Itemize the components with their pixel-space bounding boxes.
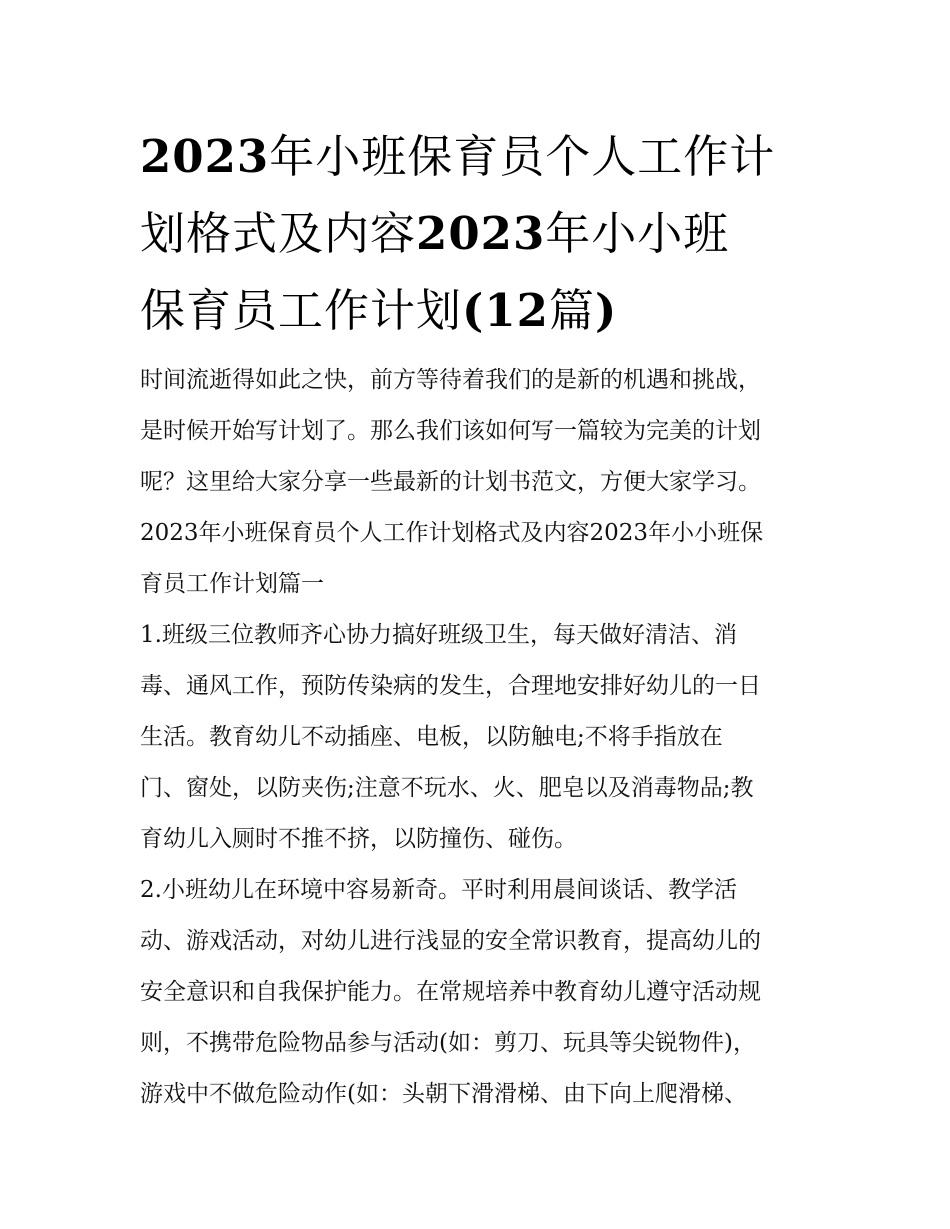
title-line: 保育员工作计划(12篇): [140, 284, 618, 337]
paragraph-line: 安全意识和自我保护能力。在常规培养中教育幼儿遵守活动规: [140, 979, 761, 1005]
title-line: 2023年小班保育员个人工作计: [140, 130, 776, 183]
paragraph-line: 毒、通风工作，预防传染病的发生，合理地安排好幼儿的一日: [140, 673, 761, 699]
title-number: ): [594, 284, 618, 337]
document-content: [140, 118, 812, 1120]
paragraph-line: 游戏中不做危险动作(如：头朝下滑滑梯、由下向上爬滑梯、: [140, 1081, 747, 1107]
paragraph-line: 时间流逝得如此之快，前方等待着我们的是新的机遇和挑战，: [140, 367, 761, 393]
paragraph-line: 动、游戏活动，对幼儿进行浅显的安全常识教育，提高幼儿的: [140, 928, 761, 954]
paragraph-line: 1.班级三位教师齐心协力搞好班级卫生，每天做好清洁、消: [140, 622, 737, 648]
paragraph-line: 育员工作计划篇一: [140, 571, 324, 597]
section-heading-paragraph: [140, 508, 812, 610]
document-body: [140, 355, 812, 1120]
intro-paragraph: [140, 355, 812, 508]
paragraph-line: 呢？这里给大家分享一些最新的计划书范文，方便大家学习。: [140, 469, 761, 495]
paragraph-line: 是时候开始写计划了。那么我们该如何写一篇较为完美的计划: [140, 418, 761, 444]
paragraph-line: 生活。教育幼儿不动插座、电板，以防触电;不将手指放在: [140, 724, 723, 750]
paragraph-line: 门、窗处，以防夹伤;注意不玩水、火、肥皂以及消毒物品;教: [140, 775, 754, 801]
item-1-paragraph: [140, 610, 812, 865]
item-2-paragraph: [140, 865, 812, 1120]
title-number: 2023: [416, 207, 546, 260]
title-number: 2023: [140, 130, 270, 183]
title-number: (: [462, 284, 485, 337]
title-number: 12: [484, 284, 549, 337]
title-line: 划格式及内容2023年小小班: [140, 207, 730, 260]
paragraph-line: 2023年小班保育员个人工作计划格式及内容2023年小小班保: [140, 520, 764, 546]
document-title: [140, 118, 812, 349]
paragraph-line: 育幼儿入厕时不推不挤，以防撞伤、碰伤。: [140, 826, 577, 852]
paragraph-line: 2.小班幼儿在环境中容易新奇。平时利用晨间谈话、教学活: [140, 877, 737, 903]
paragraph-line: 则，不携带危险物品参与活动(如：剪刀、玩具等尖锐物件)，: [140, 1030, 756, 1056]
